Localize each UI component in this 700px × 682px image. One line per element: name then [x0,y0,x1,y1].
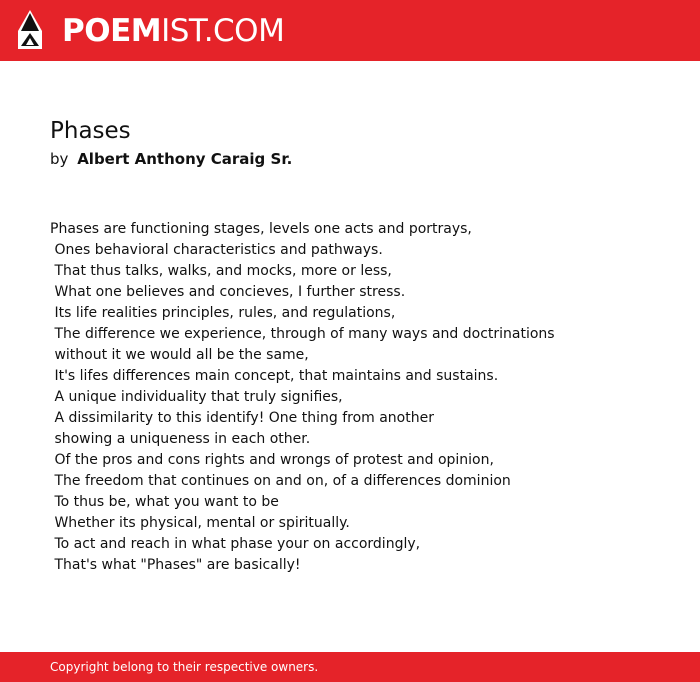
poem-title: Phases [50,118,131,144]
poem-line: Its life realities principles, rules, and regulations, [50,305,396,321]
logo-brand-bold: POEM [62,13,162,49]
poem-line: To act and reach in what phase your on accordingly, [50,536,421,552]
copyright-text: Copyright belong to their respective owners. [50,660,319,674]
poem-body [50,219,670,576]
poem-line: Ones behavioral characteristics and pathways. [50,242,383,258]
poem-line: A dissimilarity to this identify! One thing from another [50,410,434,426]
poem-line: A unique individuality that truly signifies, [50,389,343,405]
poem-line: The freedom that continues on and on, of a differences dominion [50,473,511,489]
poem-line: That thus talks, walks, and mocks, more or less, [50,263,392,279]
poem-line: showing a uniqueness in each other. [50,431,311,447]
site-logo[interactable] [62,11,284,51]
logo-brand-light: IST.COM [161,13,285,49]
by-label: by [50,150,69,168]
poem-line: Phases are functioning stages, levels one acts and portrays, [50,221,472,237]
poem-line: Whether its physical, mental or spiritually. [50,515,350,531]
poem-line: Of the pros and cons rights and wrongs of protest and opinion, [50,452,494,468]
poem-line: without it we would all be the same, [50,347,309,363]
pencil-tip-icon[interactable] [17,9,43,51]
site-footer [0,652,700,682]
poem-line: To thus be, what you want to be [50,494,279,510]
poem-line: It's lifes differences main concept, that maintains and sustains. [50,368,499,384]
poem-line: The difference we experience, through of many ways and doctrinations [50,326,555,342]
poem-line: What one believes and concieves, I further stress. [50,284,406,300]
author-name: Albert Anthony Caraig Sr. [77,150,293,168]
poem-byline [50,148,292,170]
poem-line: That's what "Phases" are basically! [50,557,301,573]
site-header [0,0,700,61]
